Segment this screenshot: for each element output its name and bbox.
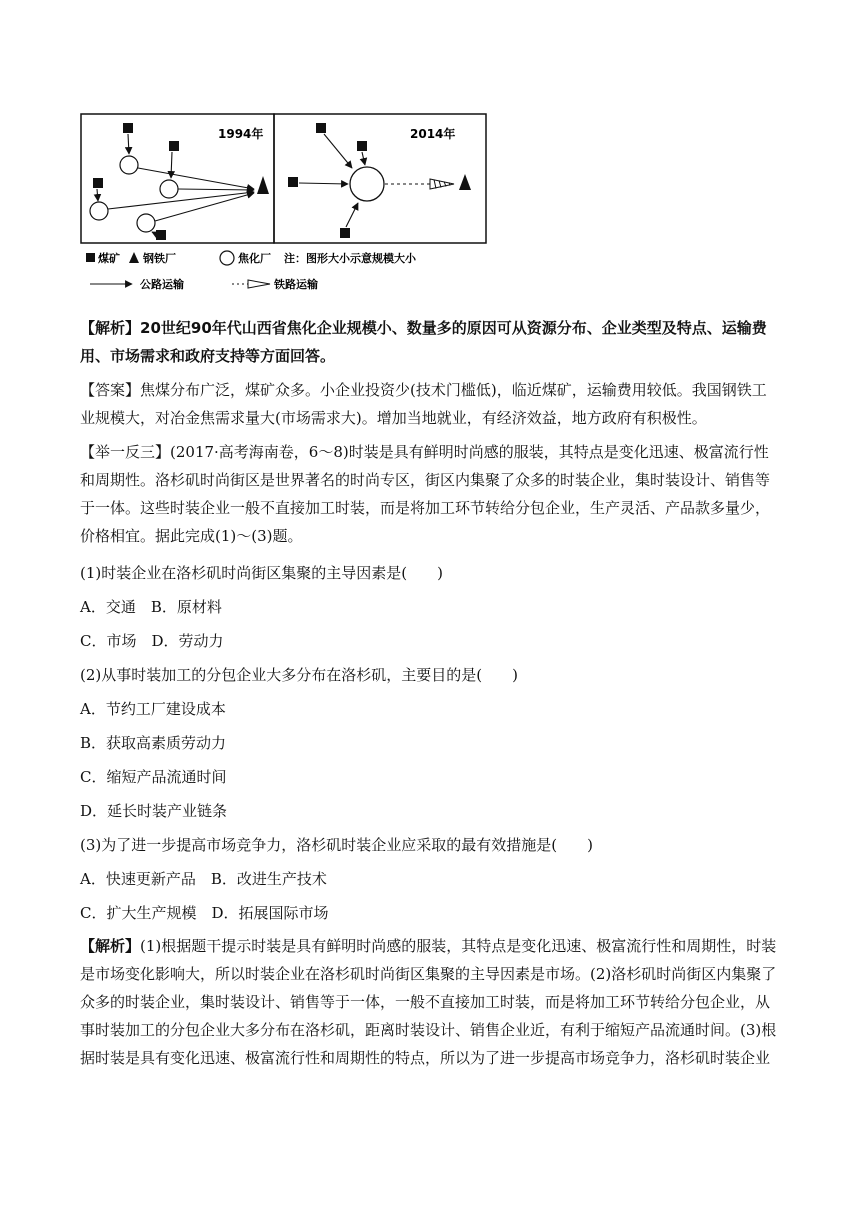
legend-coal-mine: 煤矿 <box>98 252 120 265</box>
legend-steel-plant: 钢铁厂 <box>143 252 176 265</box>
answer-tag: 【答案】 <box>80 381 141 399</box>
analysis-tag: 【解析】 <box>80 937 141 955</box>
legend-coking-plant: 焦化厂 <box>238 252 271 265</box>
document-body <box>80 314 780 1078</box>
answer <box>80 376 780 432</box>
coking-plant-icon <box>350 167 384 201</box>
analysis-2 <box>80 932 780 1072</box>
steel-plant-icon <box>257 176 269 194</box>
mine-icon <box>156 230 166 240</box>
analysis-tag: 【解析】 <box>80 319 141 337</box>
legend-note: 注：图形大小示意规模大小 <box>284 252 416 265</box>
legend-rail: 铁路运输 <box>274 278 318 291</box>
example-tag: 【举一反三】 <box>80 443 171 461</box>
legend-row-2 <box>80 274 488 296</box>
analysis-text: (1)根据题干提示时装是具有鲜明时尚感的服装，其特点是变化迅速、极富流行性和周期性，时装是市场变化影响大，所以时装企业在洛杉矶时尚街区集聚的主导因素是市场。(2)洛杉矶时尚街区内集聚了众多的时装企业，集时装设计、销售等于一体，一般不直接加工时装，而是将加工环节转给分包企业，从事时装加工的分包企业大多分布在洛杉矶，距离时装设计、销售企业近，有利于缩短产品流通时间。(3)根据时装是具有变化迅速、极富流行性和周期性的特点，所以为了进一步提高市场竞争力，洛杉矶时装企业 <box>80 937 777 1067</box>
legend-mine-icon <box>86 253 95 262</box>
mine-icon <box>316 123 326 133</box>
year-label-1994: 1994年 <box>218 127 264 141</box>
analysis-1 <box>80 314 780 370</box>
mine-icon <box>288 177 298 187</box>
question-option: B．获取高素质劳动力 <box>80 734 227 752</box>
analysis-text: 20世纪90年代山西省焦化企业规模小、数量多的原因可从资源分布、企业类型及特点、运输费用、市场需求和政府支持等方面回答。 <box>80 319 767 365</box>
answer-text: 焦煤分布广泛，煤矿众多。小企业投资少(技术门槛低)，临近煤矿，运输费用较低。我国钢铁工业规模大，对冶金焦需求量大(市场需求大)。增加当地就业，有经济效益，地方政府有积极性。 <box>80 381 767 427</box>
question-option: D．延长时装产业链条 <box>80 802 228 820</box>
question-option: C．缩短产品流通时间 <box>80 768 227 786</box>
year-label-2014: 2014年 <box>410 127 456 141</box>
example-problem <box>80 438 780 550</box>
question-option: A．快速更新产品 B．改进生产技术 <box>80 870 327 888</box>
rail-arrow-icon <box>430 179 454 189</box>
legend-steel-icon <box>129 252 139 263</box>
legend-road: 公路运输 <box>140 278 184 291</box>
coking-plant-icon <box>160 180 178 198</box>
coking-plant-icon <box>137 214 155 232</box>
question-option: A．交通 B．原材料 <box>80 598 222 616</box>
example-text: (2017·高考海南卷，6～8)时装是具有鲜明时尚感的服装，其特点是变化迅速、极富流行性和周期性。洛杉矶时尚街区是世界著名的时尚专区，街区内集聚了众多的时装企业，集时装设计、销售等于一体。这些时装企业一般不直接加工时装，而是将加工环节转给分包企业，生产灵活、产品款多量少，价格相宜。据此完成(1)～(3)题。 <box>80 443 771 545</box>
mine-icon <box>123 123 133 133</box>
coking-industry-diagram <box>80 112 488 272</box>
mine-icon <box>340 228 350 238</box>
legend-rail-arrow-icon <box>248 280 270 288</box>
question-option: A．节约工厂建设成本 <box>80 700 226 718</box>
question-stem: (3)为了进一步提高市场竞争力，洛杉矶时装企业应采取的最有效措施是( ) <box>80 836 593 854</box>
question-option: C．市场 D．劳动力 <box>80 632 224 650</box>
mine-icon <box>357 141 367 151</box>
question-option: C．扩大生产规模 D．拓展国际市场 <box>80 904 329 922</box>
question-stem: (1)时装企业在洛杉矶时尚街区集聚的主导因素是( ) <box>80 564 443 582</box>
coking-plant-icon <box>90 202 108 220</box>
steel-plant-icon <box>459 174 471 190</box>
coking-plant-icon <box>120 156 138 174</box>
legend-coking-icon <box>220 251 234 265</box>
mine-icon <box>169 141 179 151</box>
mine-icon <box>93 178 103 188</box>
question-stem: (2)从事时装加工的分包企业大多分布在洛杉矶，主要目的是( ) <box>80 666 518 684</box>
